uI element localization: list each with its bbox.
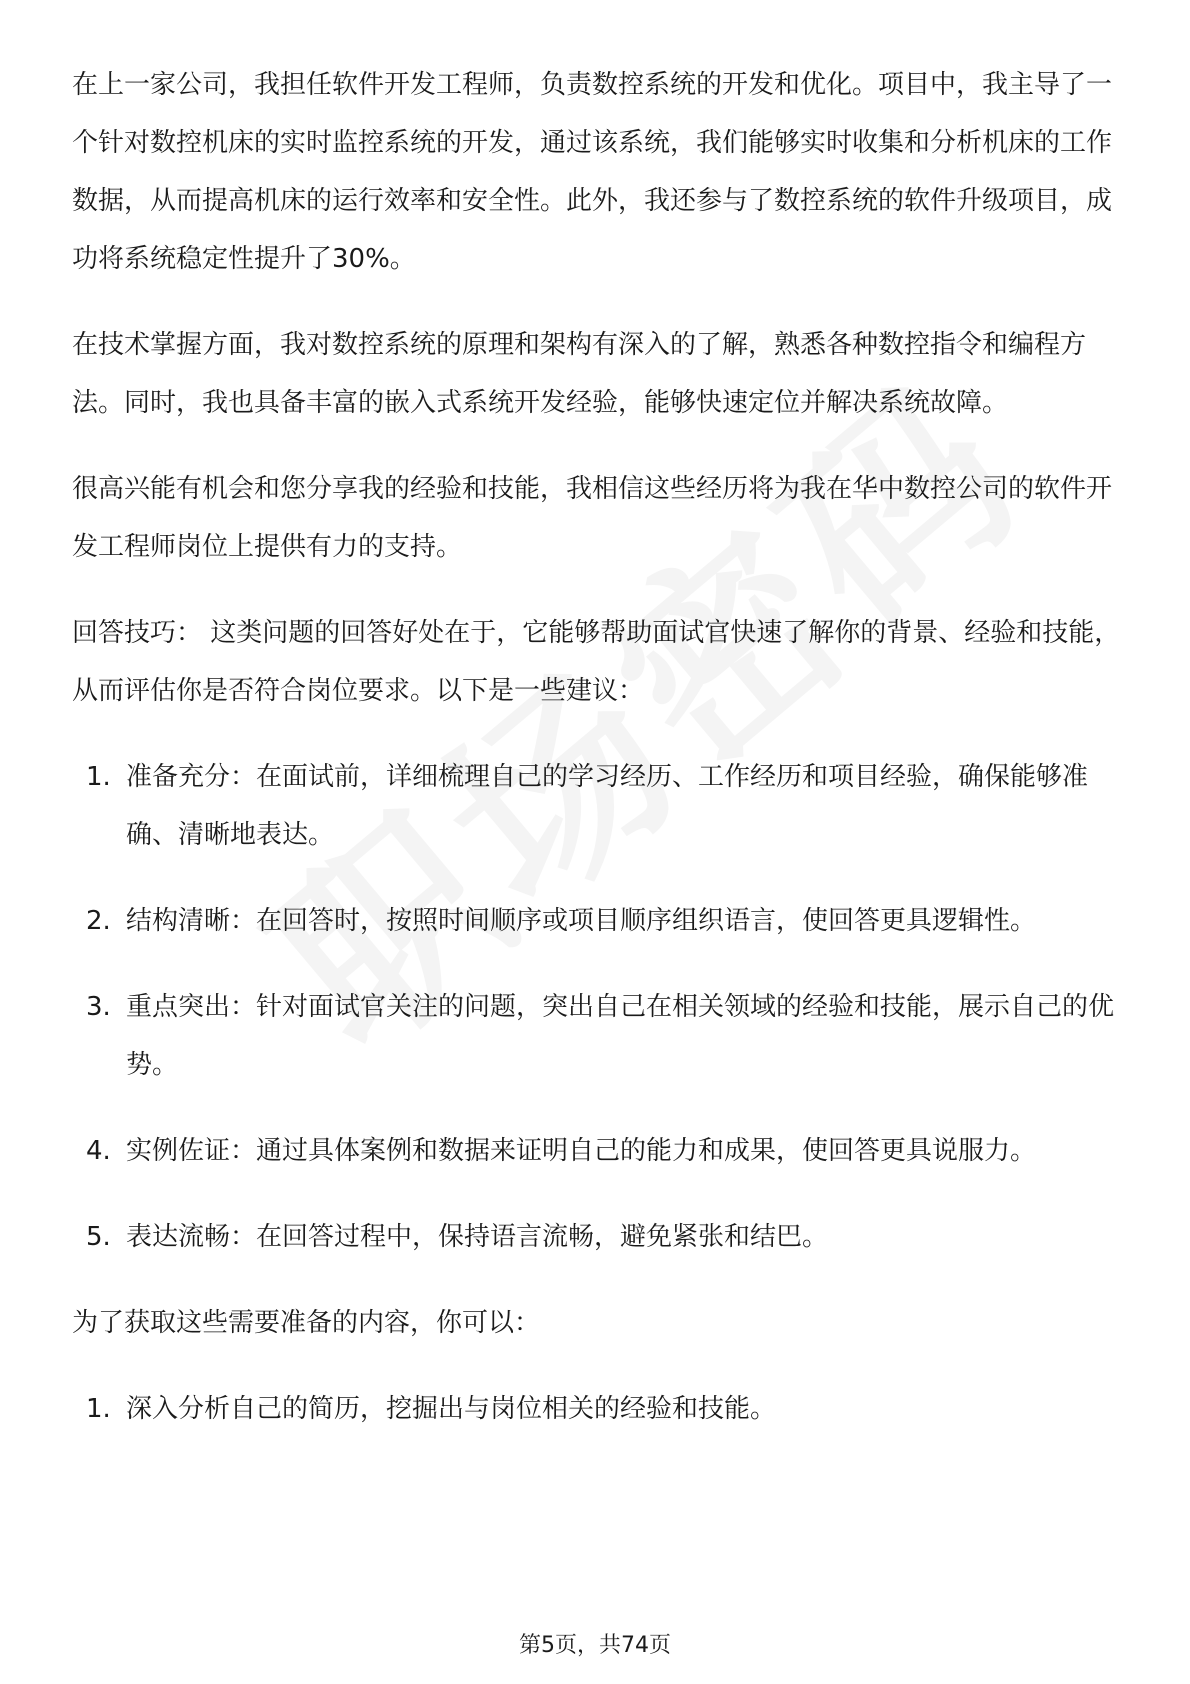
list-item xyxy=(72,1380,1122,1438)
paragraph-technical-skills: 在技术掌握方面，我对数控系统的原理和架构有深入的了解，熟悉各种数控指令和编程方法。同时，我也具备丰富的嵌入式系统开发经验，能够快速定位并解决系统故障。 xyxy=(72,330,1087,418)
list-item xyxy=(72,1208,1122,1266)
list-item-number: 5. xyxy=(86,1222,111,1252)
list-item-number: 1. xyxy=(86,762,111,792)
paragraph-experience: 在上一家公司，我担任软件开发工程师，负责数控系统的开发和优化。项目中，我主导了一个针对数控机床的实时监控系统的开发，通过该系统，我们能够实时收集和分析机床的工作数据，从而提高机床的运行效率和安全性。此外，我还参与了数控系统的软件升级项目，成功将系统稳定性提升了30%。 xyxy=(72,70,1113,274)
list-item-text: 准备充分：在面试前，详细梳理自己的学习经历、工作经历和项目经验，确保能够准确、清晰地表达。 xyxy=(126,762,1089,850)
prep-list xyxy=(72,1380,1122,1438)
list-item-number: 2. xyxy=(86,906,111,936)
list-item-text: 实例佐证：通过具体案例和数据来证明自己的能力和成果，使回答更具说服力。 xyxy=(126,1136,1037,1166)
list-item-text: 深入分析自己的简历，挖掘出与岗位相关的经验和技能。 xyxy=(126,1394,777,1424)
list-item-text: 结构清晰：在回答时，按照时间顺序或项目顺序组织语言，使回答更具逻辑性。 xyxy=(126,906,1037,936)
tips-list xyxy=(72,748,1122,1266)
document-body xyxy=(72,56,1122,1466)
list-item-text: 表达流畅：在回答过程中，保持语言流畅，避免紧张和结巴。 xyxy=(126,1222,829,1252)
paragraph-prep-intro: 为了获取这些需要准备的内容，你可以： xyxy=(72,1308,541,1338)
list-item xyxy=(72,978,1122,1094)
paragraph-closing: 很高兴能有机会和您分享我的经验和技能，我相信这些经历将为我在华中数控公司的软件开发工程师岗位上提供有力的支持。 xyxy=(72,474,1113,562)
list-item-number: 1. xyxy=(86,1394,111,1424)
list-item xyxy=(72,892,1122,950)
list-item-number: 3. xyxy=(86,992,111,1022)
list-item xyxy=(72,748,1122,864)
list-item xyxy=(72,1122,1122,1180)
page-footer: 第5页，共74页 xyxy=(519,1633,671,1658)
list-item-text: 重点突出：针对面试官关注的问题，突出自己在相关领域的经验和技能，展示自己的优势。 xyxy=(126,992,1115,1080)
paragraph-answer-tips: 回答技巧： 这类问题的回答好处在于，它能够帮助面试官快速了解你的背景、经验和技能，从而评估你是否符合岗位要求。以下是一些建议： xyxy=(72,618,1121,706)
list-item-number: 4. xyxy=(86,1136,111,1166)
